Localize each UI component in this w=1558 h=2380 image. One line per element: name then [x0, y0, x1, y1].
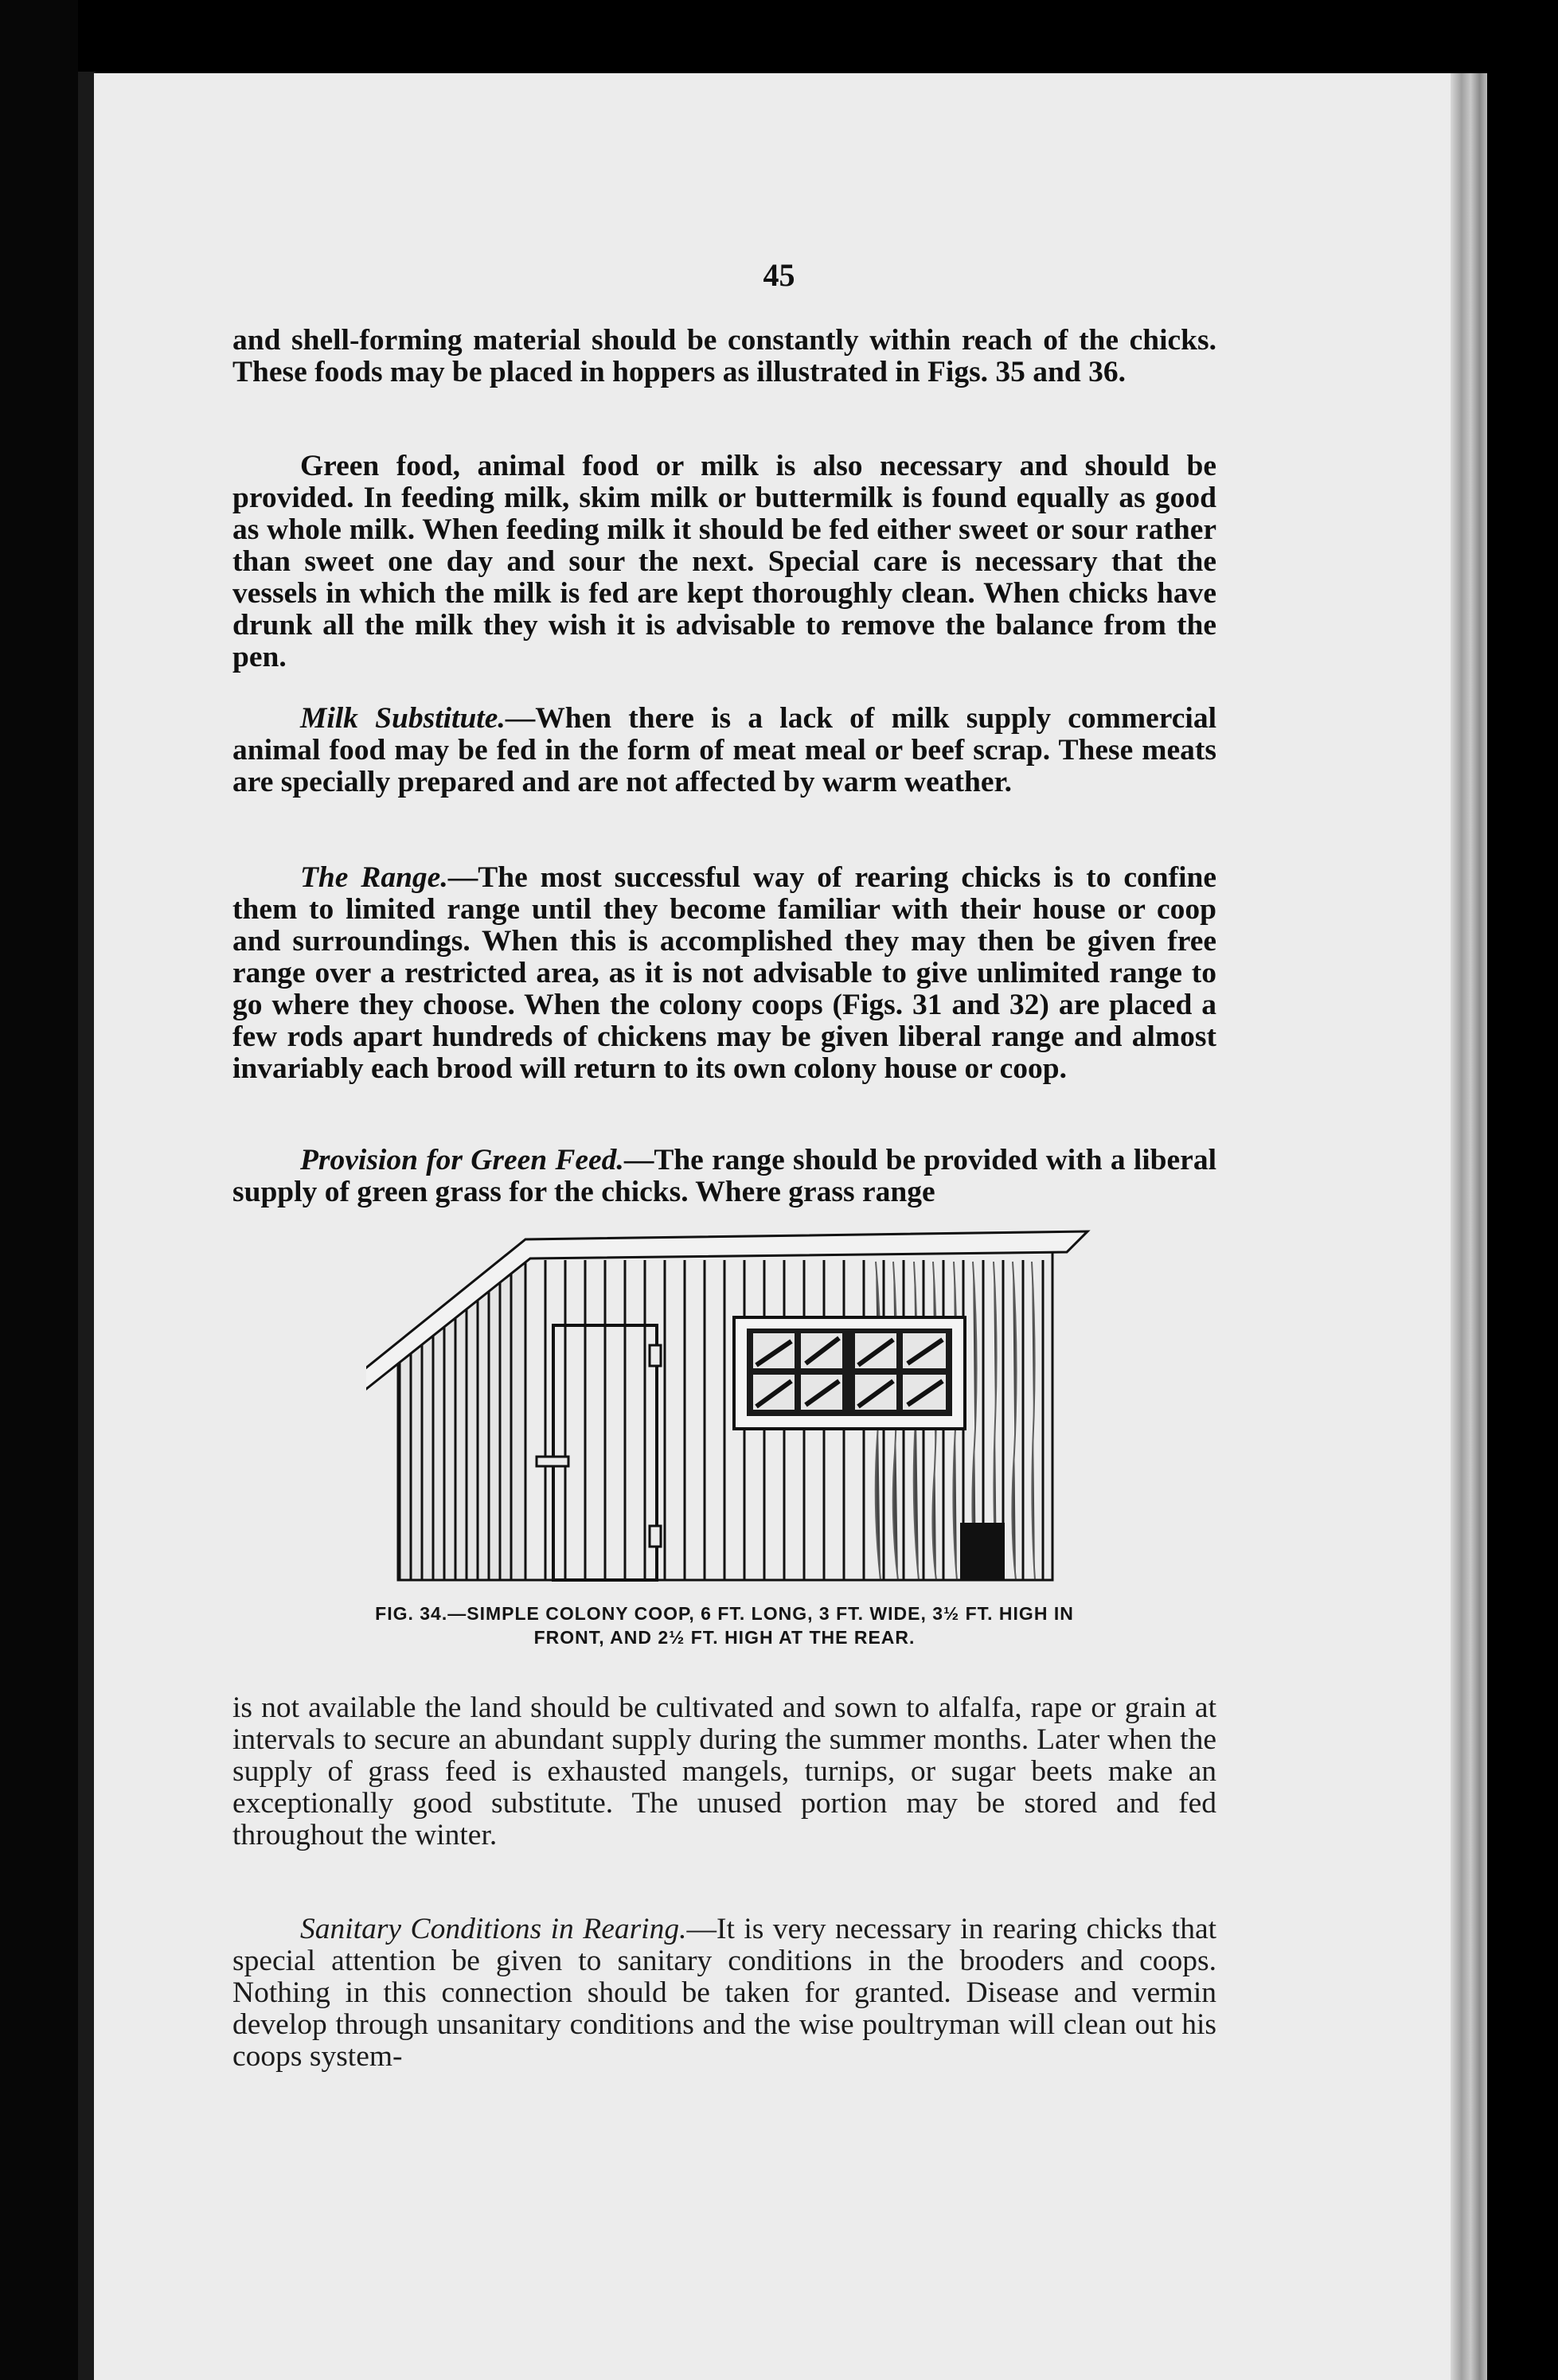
- page-left-edge: [78, 72, 96, 2380]
- paragraph-milk-substitute: [232, 703, 1216, 798]
- paragraph-sanitary: [232, 1914, 1216, 2073]
- colony-coop-illustration: [366, 1230, 1091, 1604]
- page-number: 45: [763, 257, 795, 293]
- paragraph-text: Green food, animal food or milk is also necessary and should be provided. In feeding milk, skim milk or buttermilk is found equally as good as whole milk. When feeding milk it should be fed either sweet or sour rather than sweet one day and sour the next. Special care is necessary that the vessels in which the milk is fed are kept thoroughly clean. When chicks have drunk all the milk they wish it is advisable to remove the balance from the pen.: [232, 450, 1216, 673]
- paragraph-alfalfa: [232, 1692, 1216, 1851]
- paragraph-text: —The most successful way of rearing chicks is to confine them to limited range until they become familiar with their house or coop and surroundings. When this is accomplished they may then be given free range over a restricted area, as it is not advisable to give unlimited range to go where they choose. When the colony coops (Figs. 31 and 32) are placed a few rods apart hundreds of chickens may be given liberal range and almost invariably each brood will return to its own colony house or coop.: [232, 861, 1216, 1085]
- paragraph-text: is not available the land should be cultivated and sown to alfalfa, rape or grain at intervals to secure an abundant supply during the summer months. Later when the supply of grass feed is exhausted mangels, turnips, or sugar beets make an exceptionally good substitute. The unused portion may be stored and fed throughout the winter.: [232, 1691, 1216, 1851]
- scan-right-border: [1487, 0, 1558, 2380]
- coop-figure: [366, 1230, 1091, 1604]
- paragraph-the-range: [232, 862, 1216, 1085]
- paragraph-green-food: [232, 451, 1216, 673]
- paragraph-green-feed: [232, 1145, 1216, 1208]
- paragraph-text: —The range should be provided with a liberal supply of green grass for the chicks. Where grass range: [232, 1144, 1216, 1208]
- section-lead-milk-substitute: Milk Substitute.: [300, 702, 506, 735]
- paragraph-shell-forming: [232, 325, 1216, 388]
- page-right-edge: [1451, 73, 1487, 2380]
- caption-line-2: FRONT, AND 2½ FT. HIGH AT THE REAR.: [533, 1627, 916, 1648]
- paragraph-text: and shell-forming material should be constantly within reach of the chicks. These foods may be placed in hoppers as illustrated in Figs. 35 and 36.: [232, 324, 1216, 388]
- figure-caption: [239, 1602, 1210, 1649]
- section-lead-the-range: The Range.: [300, 861, 448, 894]
- section-lead-sanitary: Sanitary Conditions in Rearing.: [300, 1913, 687, 1945]
- scan-left-border: [0, 0, 78, 2380]
- paragraph-text: —When there is a lack of milk supply commercial animal food may be fed in the form of meat meal or beef scrap. These meats are specially prepared and are not affected by warm weather.: [232, 702, 1216, 798]
- paragraph-text: —It is very necessary in rearing chicks that special attention be given to sanitary conditions in the brooders and coops. Nothing in this connection should be taken for granted. Disease and vermin develop through unsanitary conditions and the wise poultryman will clean out his coops system-: [232, 1913, 1217, 2073]
- section-lead-green-feed: Provision for Green Feed.: [300, 1144, 624, 1176]
- caption-line-1: FIG. 34.—SIMPLE COLONY COOP, 6 FT. LONG, 3 FT. WIDE, 3½ FT. HIGH IN: [375, 1603, 1074, 1624]
